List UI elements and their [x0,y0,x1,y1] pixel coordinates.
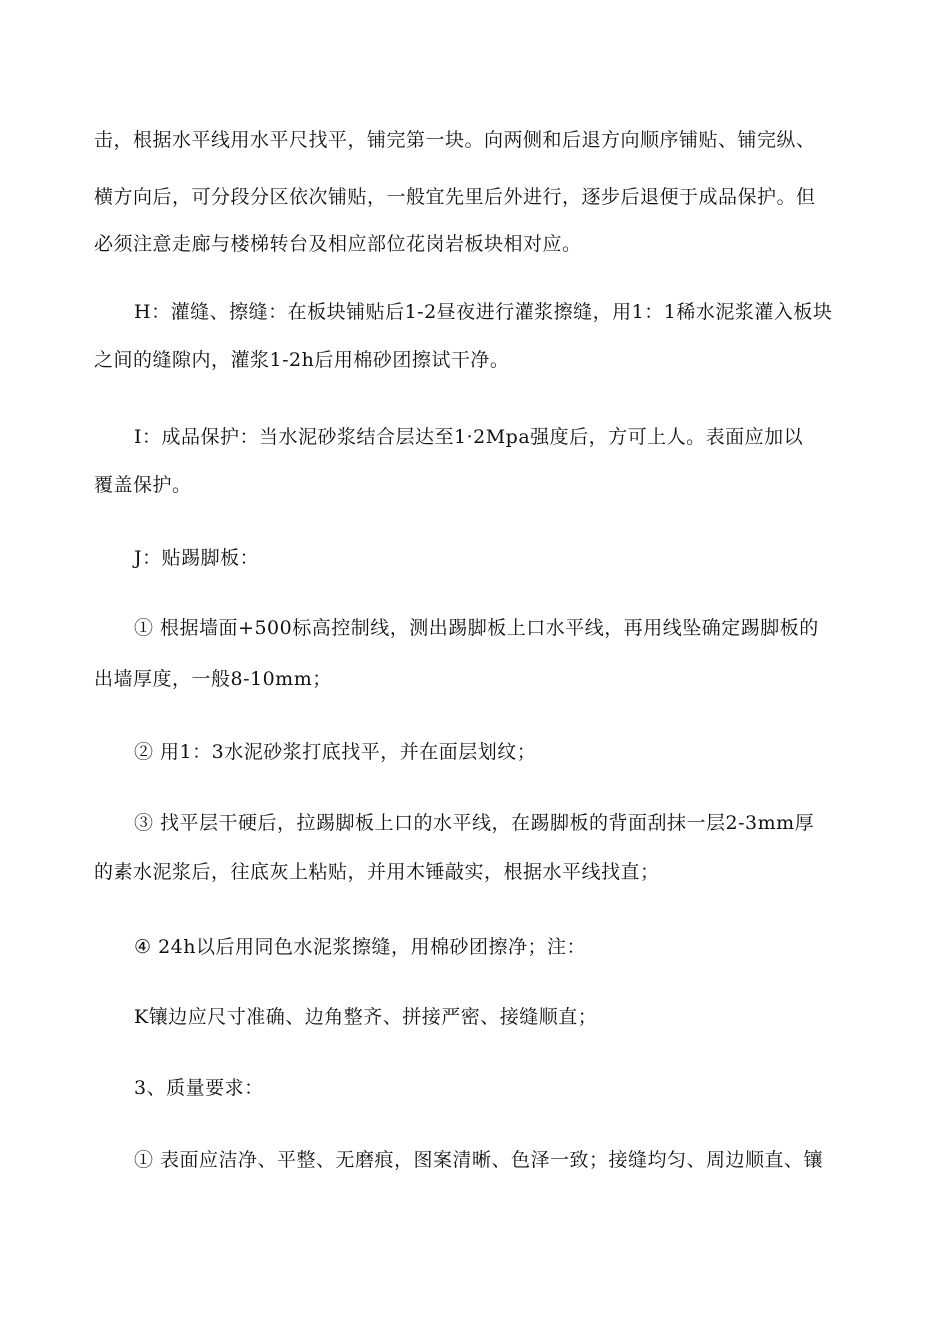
paragraph-line: 出墙厚度，一般8-10mm； [94,668,332,690]
paragraph-line: ① 根据墙面+500标高控制线，测出踢脚板上口水平线，再用线坠确定踢脚板的 [134,617,819,639]
paragraph-line: ① 表面应洁净、平整、无磨痕，图案清晰、色泽一致；接缝均匀、周边顺直、镶 [134,1149,824,1171]
paragraph-line: 3、质量要求： [134,1077,264,1099]
paragraph-line: I：成品保护：当水泥砂浆结合层达至1·2Mpa强度后，方可上人。表面应加以 [134,426,804,448]
paragraph-line: 击，根据水平线用水平尺找平，铺完第一块。向两侧和后退方向顺序铺贴、铺完纵、 [94,129,816,151]
paragraph-line: ② 用1：3水泥砂浆打底找平，并在面层划纹； [134,741,537,763]
paragraph-line: ④ 24h以后用同色水泥浆擦缝，用棉砂团擦净；注： [134,936,586,958]
paragraph-line: K镶边应尺寸准确、边角整齐、拼接严密、接缝顺直； [134,1006,598,1028]
paragraph-line: ③ 找平层干硬后，拉踢脚板上口的水平线，在踢脚板的背面刮抹一层2-3mm厚 [134,812,815,834]
paragraph-line: 之间的缝隙内，灌浆1-2h后用棉砂团擦试干净。 [94,349,510,371]
paragraph-line: J：贴踢脚板： [134,547,260,569]
paragraph-line: 横方向后，可分段分区依次铺贴，一般宜先里后外进行，逐步后退便于成品保护。但 [94,186,816,208]
paragraph-line: 覆盖保护。 [94,474,192,496]
paragraph-line: 的素水泥浆后，往底灰上粘贴，并用木锤敲实，根据水平线找直； [94,861,660,883]
paragraph-line: H：灌缝、擦缝：在板块铺贴后1-2昼夜进行灌浆擦缝，用1：1稀水泥浆灌入板块 [134,301,833,323]
paragraph-line: 必须注意走廊与楼梯转台及相应部位花岗岩板块相对应。 [94,233,582,255]
